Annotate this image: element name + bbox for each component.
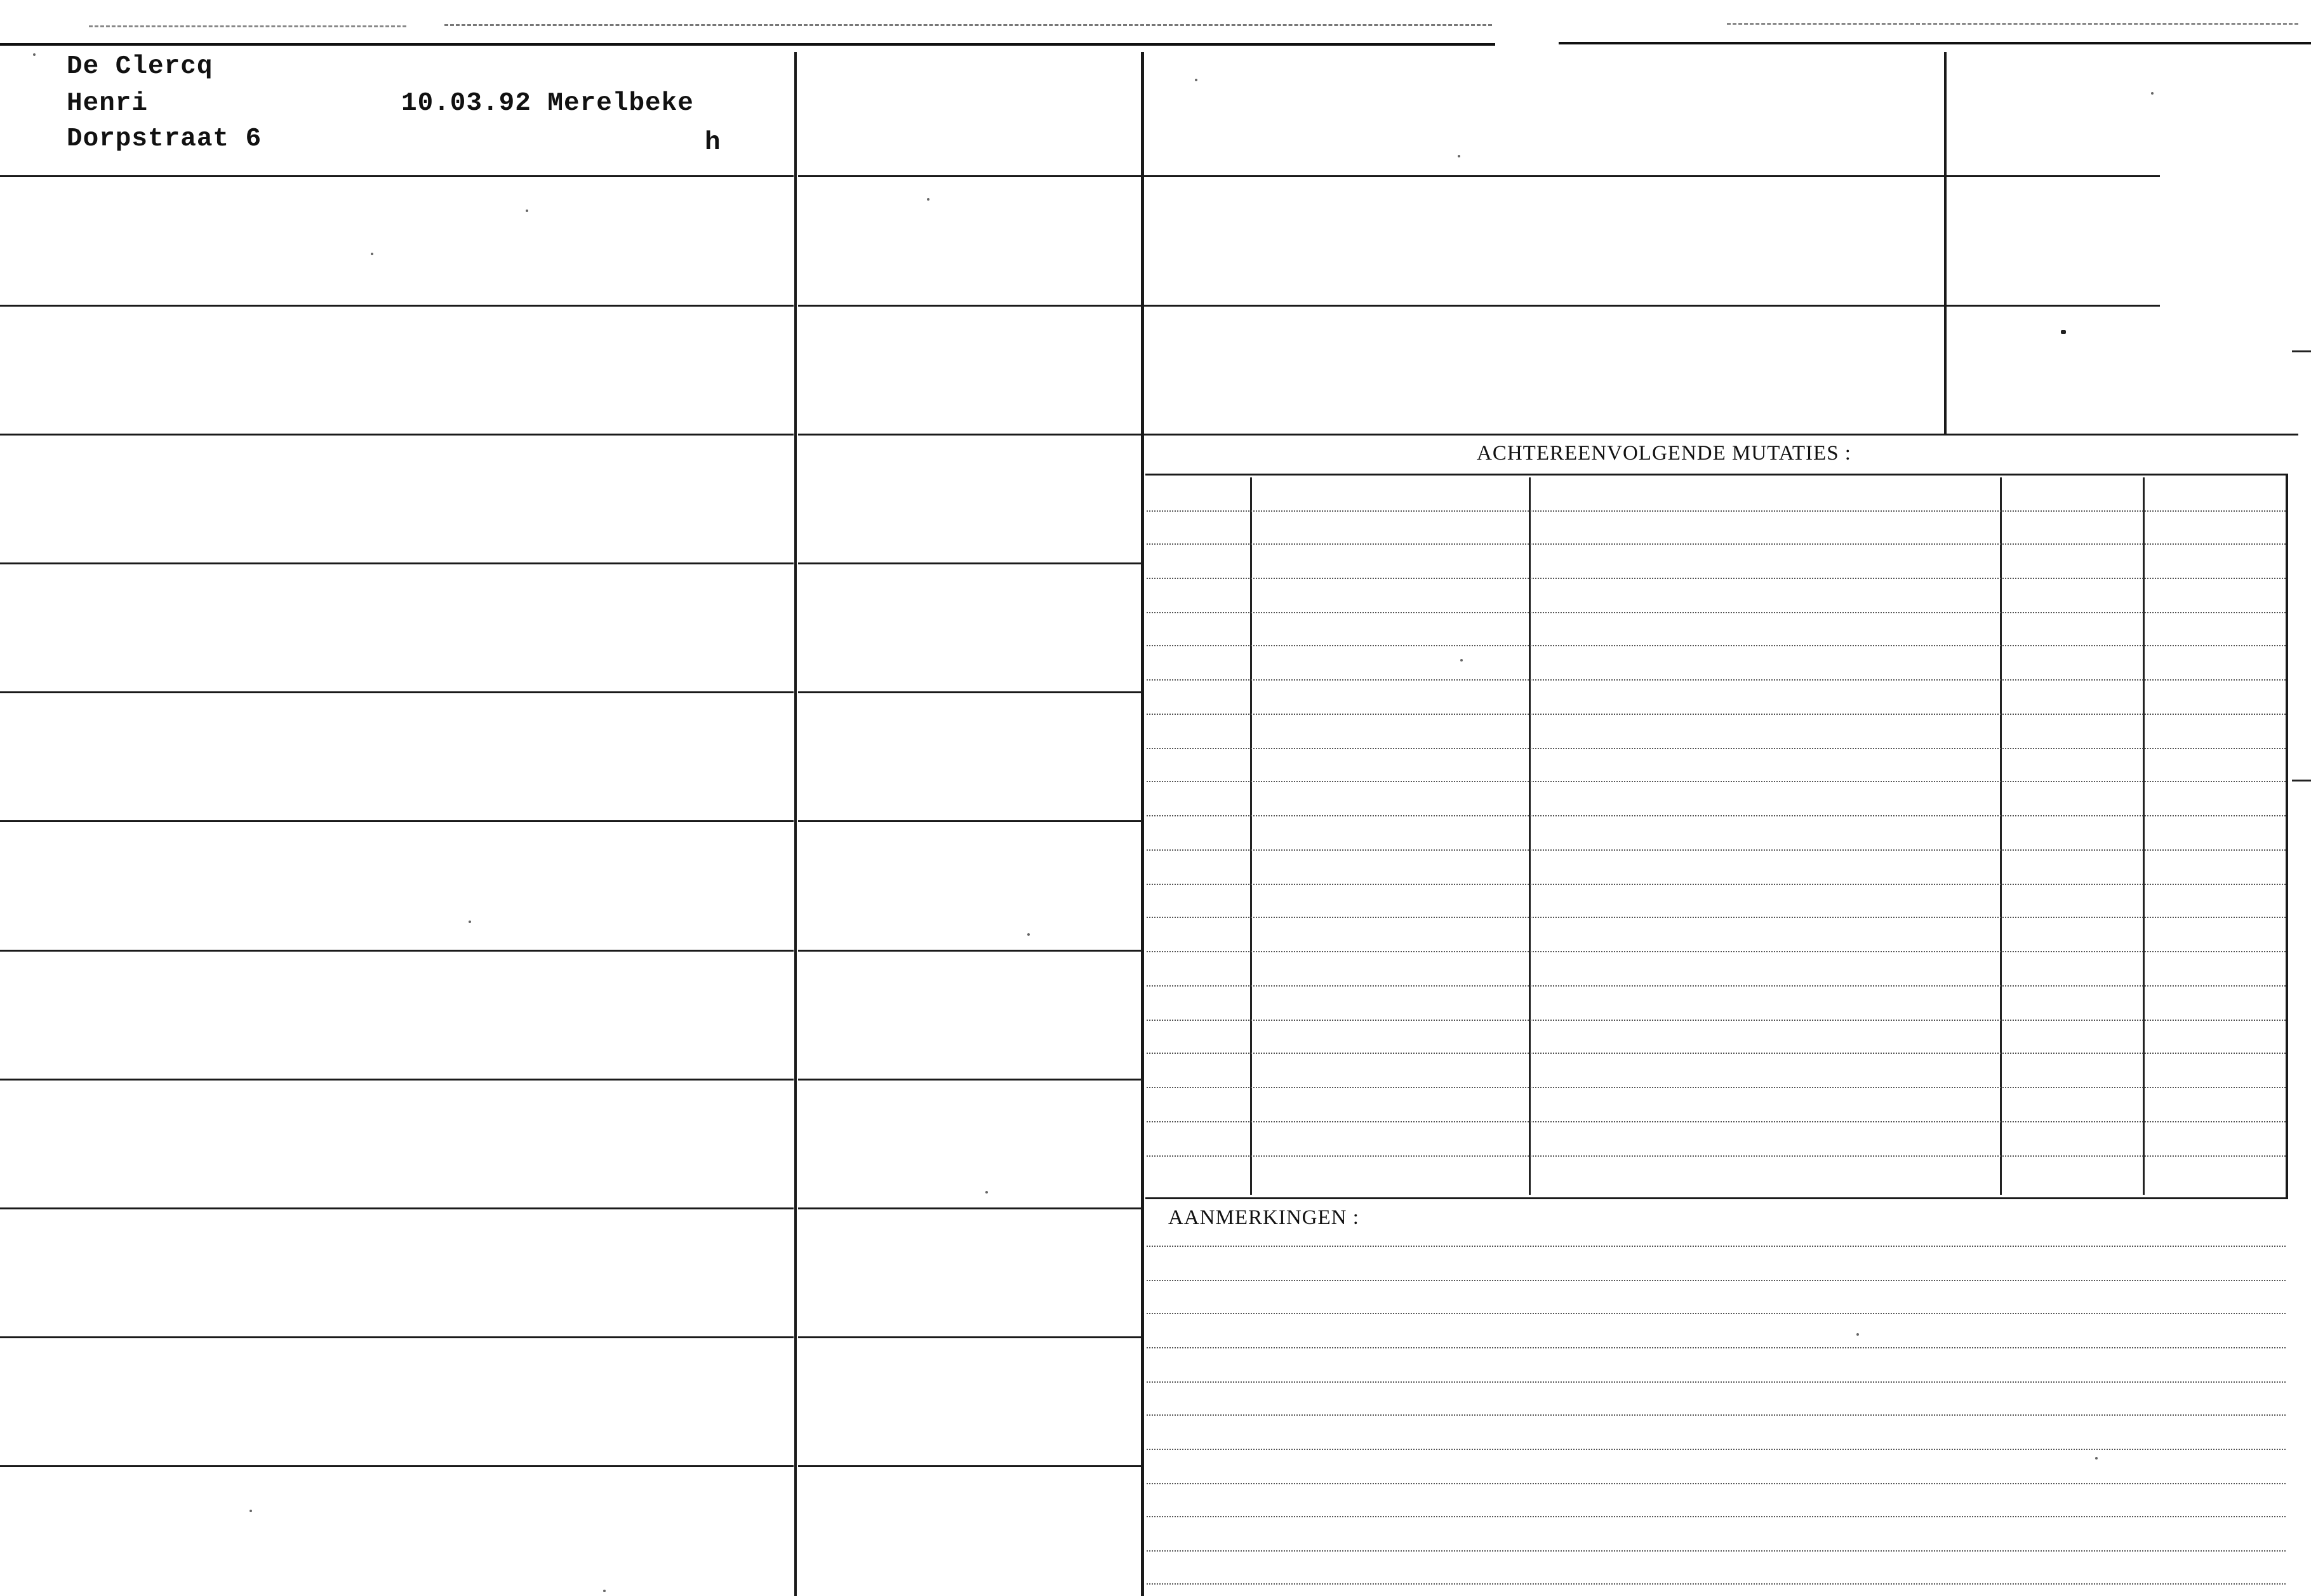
edge-tick xyxy=(2292,350,2311,352)
edge-tick xyxy=(2292,780,2311,781)
birth-date-place: 10.03.92 Merelbeke xyxy=(401,89,694,118)
remarks-heading: AANMERKINGEN : xyxy=(1168,1206,1359,1229)
top-edge xyxy=(0,0,2311,44)
left-column-divider xyxy=(794,52,797,1596)
mutations-heading: ACHTEREENVOLGENDE MUTATIES : xyxy=(1477,442,1851,465)
center-column-divider xyxy=(1141,52,1144,1596)
firstname: Henri xyxy=(67,89,149,118)
street-address: Dorpstraat 6 xyxy=(67,124,262,154)
surname: De Clercq xyxy=(67,52,213,81)
h-mark: h xyxy=(705,128,721,157)
